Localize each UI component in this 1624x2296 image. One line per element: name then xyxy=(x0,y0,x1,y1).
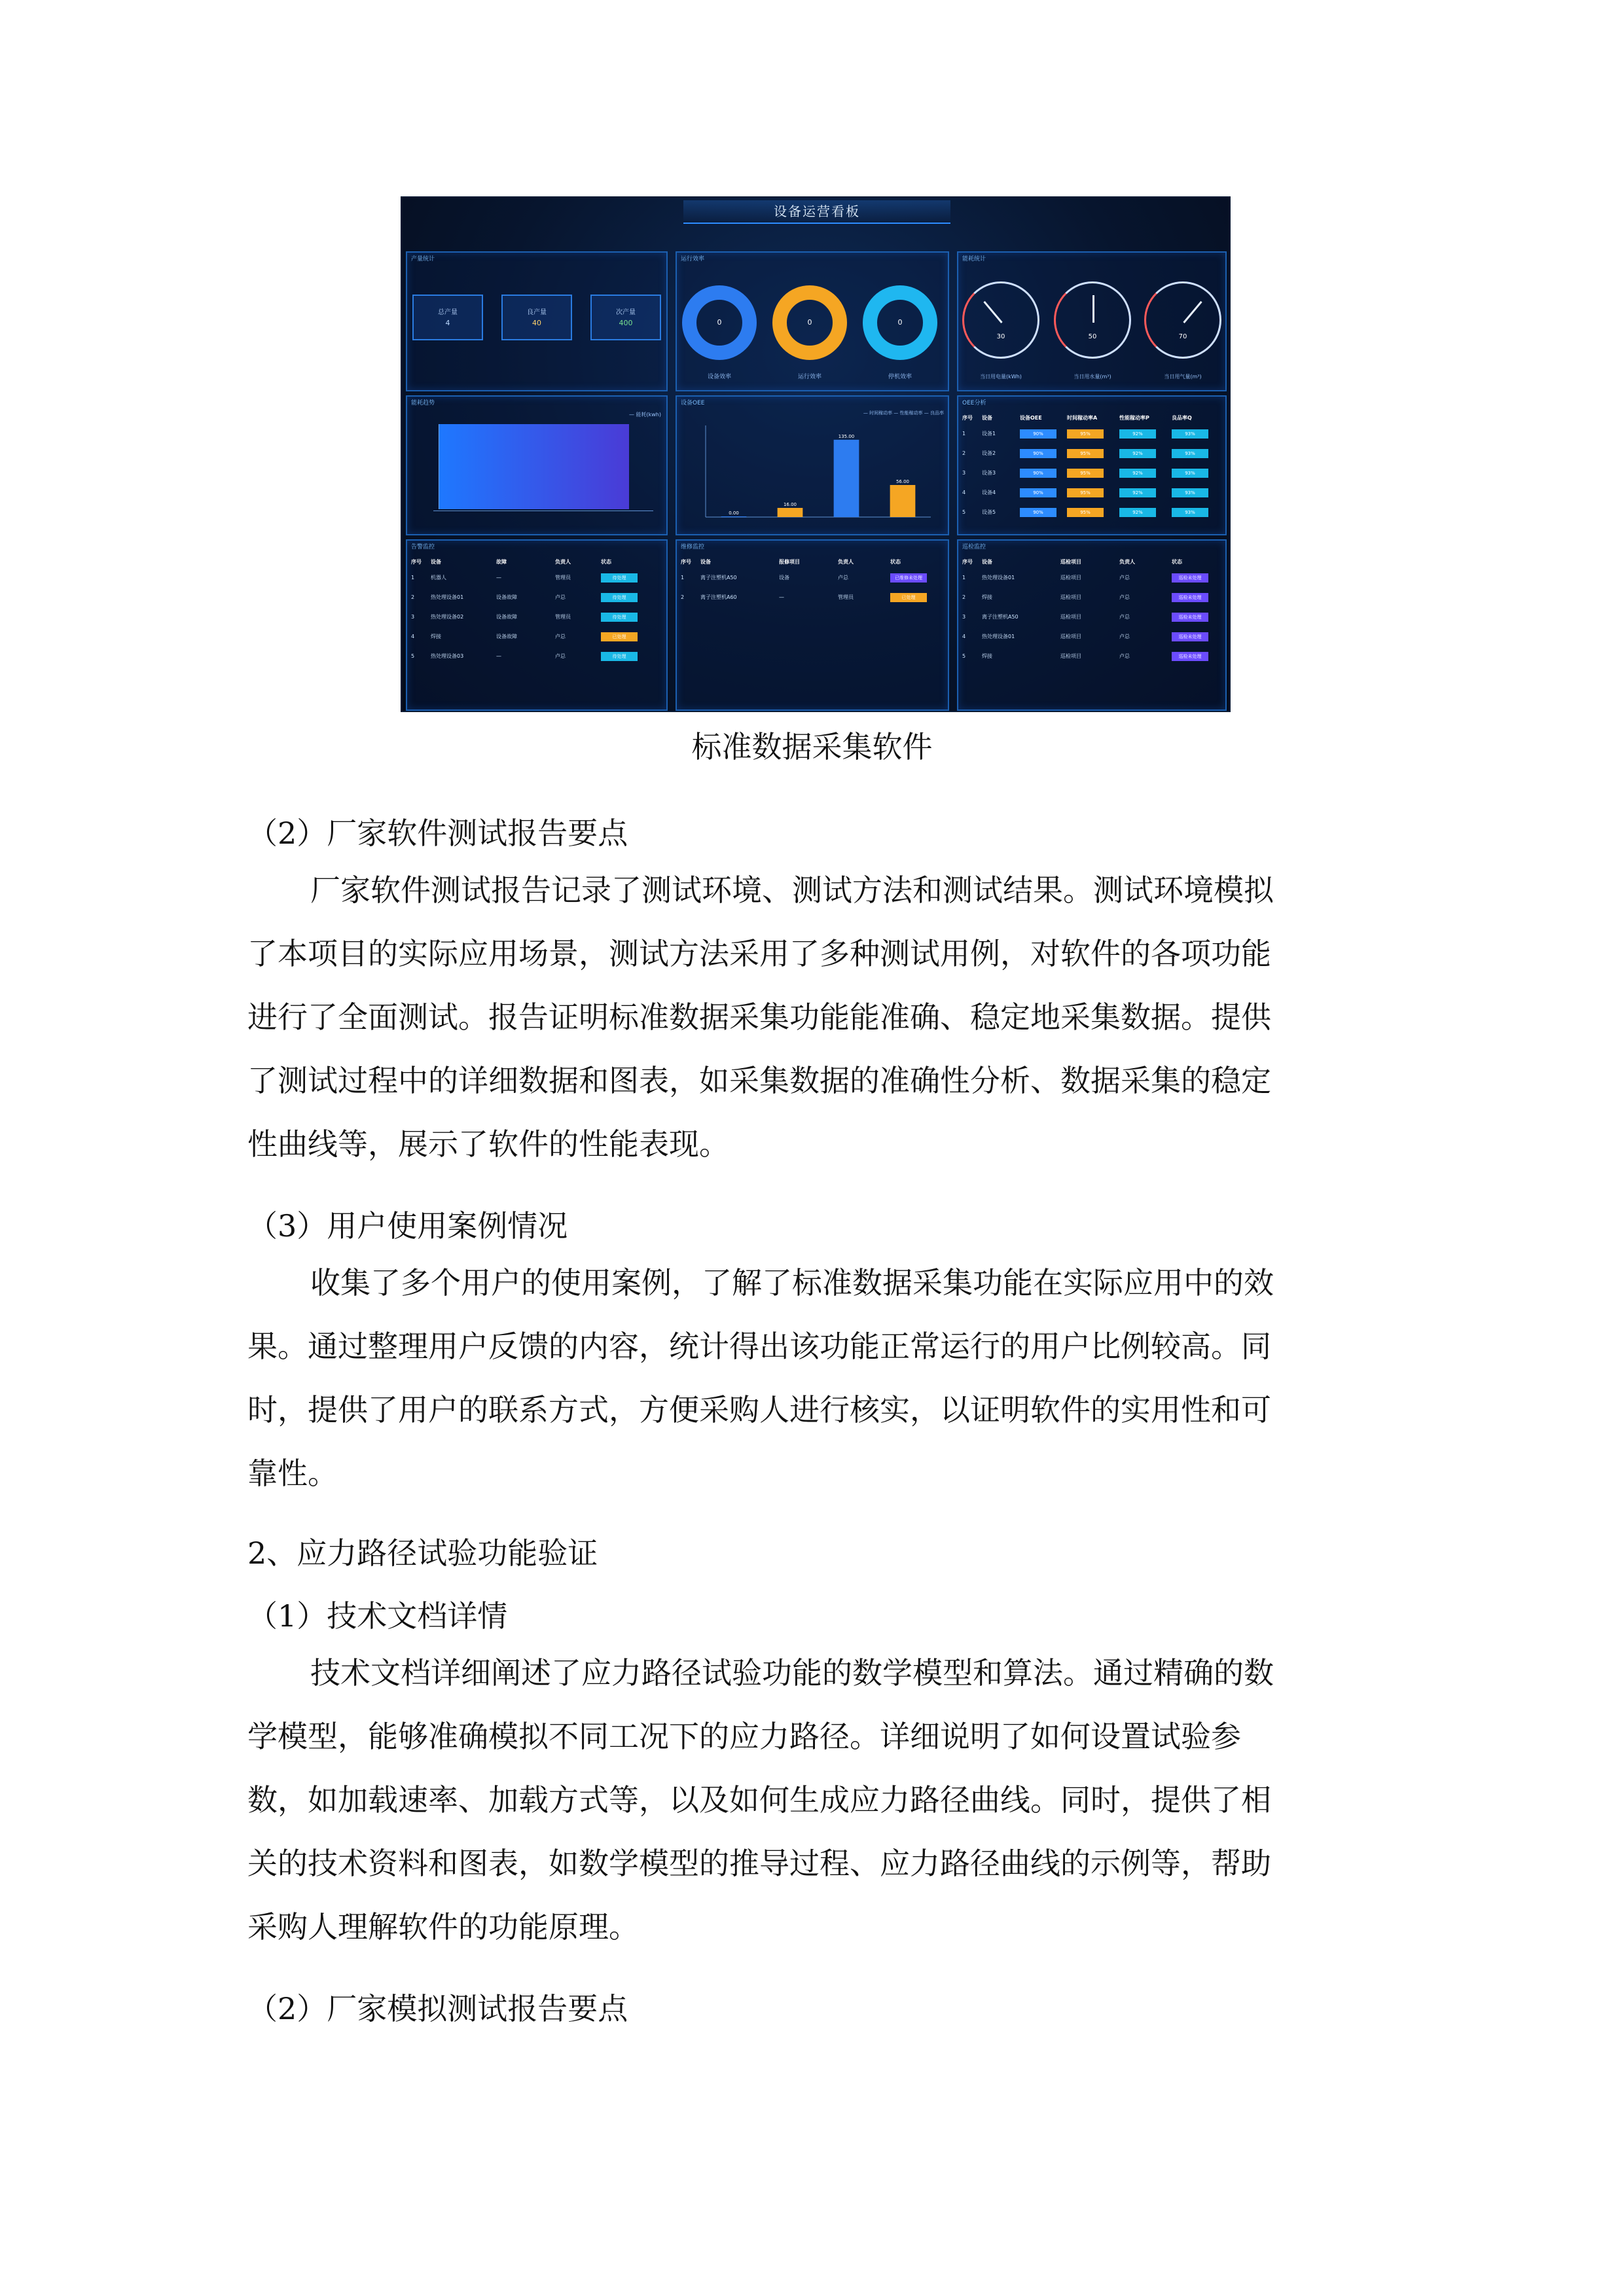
kpi-value: 400 xyxy=(619,319,633,327)
ring-stop xyxy=(863,285,937,360)
table-cell: 4 xyxy=(962,634,966,639)
paragraph xyxy=(247,1641,1383,1959)
paragraph-line: 数，如加载速率、加载方式等，以及如何生成应力路径曲线。同时，提供了相 xyxy=(247,1782,1271,1818)
table-cell: 热处理设备01 xyxy=(982,575,1015,581)
status-badge: 待处理 xyxy=(601,593,638,602)
status-badge: 90% xyxy=(1020,488,1056,497)
badge-cell xyxy=(1172,590,1208,605)
header-cell: 状态 xyxy=(1172,559,1182,565)
table-cell: 热处理设备02 xyxy=(431,614,464,620)
panel-title: 能耗趋势 xyxy=(411,400,435,406)
trend-panel xyxy=(406,395,668,535)
status-badge: 已处理 xyxy=(890,593,927,602)
table-cell: 离子注塑机A50 xyxy=(700,575,737,581)
table-cell: 5 xyxy=(411,653,415,659)
table-cell: 1 xyxy=(962,431,966,437)
header-cell: 报修项目 xyxy=(779,559,800,565)
paragraph xyxy=(247,1251,1383,1505)
table-cell: 管理员 xyxy=(555,575,571,581)
paragraph-line: 性曲线等，展示了软件的性能表现。 xyxy=(247,1126,729,1162)
badge-cell xyxy=(1020,446,1056,461)
header-cell: 时间稼动率A xyxy=(1067,415,1098,421)
data-label: 135.00 xyxy=(838,433,855,439)
table-cell: 2 xyxy=(962,450,966,456)
data-label: 16.00 xyxy=(783,502,797,507)
status-badge: 92% xyxy=(1119,488,1156,497)
badge-cell xyxy=(601,649,638,664)
oee-legend: — 时间稼动率 — 性能稼动率 — 良品率 xyxy=(863,410,944,416)
paragraph-line: 学模型，能够准确模拟不同工况下的应力路径。详细说明了如何设置试验参 xyxy=(247,1719,1241,1754)
status-badge: 92% xyxy=(1119,449,1156,458)
kpi-good xyxy=(501,295,572,340)
table-cell: 5 xyxy=(962,653,966,659)
table-cell: 2 xyxy=(411,594,415,600)
table-cell: 热处理设备01 xyxy=(982,634,1015,639)
table-cell: 焊接 xyxy=(431,634,441,639)
trend-area xyxy=(439,424,629,509)
table-cell: 卢总 xyxy=(555,594,566,600)
gauge-value: 70 xyxy=(1178,333,1187,340)
status-badge: 已维修未处理 xyxy=(890,573,927,583)
kpi-label: 次产量 xyxy=(616,309,636,316)
badge-cell xyxy=(1067,446,1104,461)
paragraph xyxy=(247,859,1383,1176)
badge-cell xyxy=(601,630,638,644)
panel-title: 维修监控 xyxy=(681,544,705,550)
table-cell: 4 xyxy=(411,634,415,639)
table-cell: 管理员 xyxy=(838,594,854,600)
panel-title: 运行效率 xyxy=(681,256,705,262)
kpi-value: 4 xyxy=(445,319,450,327)
table-cell: 巡检项目 xyxy=(1060,653,1081,659)
paragraph-line: 进行了全面测试。报告证明标准数据采集功能能准确、稳定地采集数据。提供 xyxy=(247,999,1271,1035)
badge-cell xyxy=(1172,630,1208,644)
table-cell: 设备1 xyxy=(982,431,996,437)
status-badge: 93% xyxy=(1172,429,1208,439)
status-badge: 95% xyxy=(1067,469,1104,478)
badge-cell xyxy=(890,571,927,585)
table-cell: 设备故障 xyxy=(496,634,517,639)
panel-title: 巡检监控 xyxy=(962,544,986,550)
table-cell: 2 xyxy=(962,594,966,600)
table-cell: 设备故障 xyxy=(496,594,517,600)
status-badge: 93% xyxy=(1172,508,1208,517)
status-badge: 巡检未处理 xyxy=(1172,632,1208,641)
paragraph-line: 采购人理解软件的功能原理。 xyxy=(247,1909,639,1945)
paragraph-line: 厂家软件测试报告记录了测试环境、测试方法和测试结果。测试环境模拟 xyxy=(310,872,1274,908)
table-cell: 卢总 xyxy=(1119,575,1130,581)
status-badge: 90% xyxy=(1020,469,1056,478)
table-cell: 2 xyxy=(681,594,685,600)
ring-label: 运行效率 xyxy=(797,374,821,380)
badge-cell xyxy=(1067,505,1104,520)
header-cell: 序号 xyxy=(962,415,973,421)
dashboard-title: 设备运营看板 xyxy=(683,200,950,224)
oee-chart-panel xyxy=(676,395,949,535)
status-badge: 90% xyxy=(1020,429,1056,439)
table-cell: 卢总 xyxy=(1119,614,1130,620)
section-heading: （3）用户使用案例情况 xyxy=(247,1208,568,1244)
table-cell: — xyxy=(496,575,501,581)
status-badge: 已处理 xyxy=(601,632,638,641)
badge-cell xyxy=(1172,427,1208,441)
table-cell: 离子注塑机A60 xyxy=(700,594,737,600)
trend-legend: — 能耗(kwh) xyxy=(628,412,661,418)
table-cell: 机器人 xyxy=(431,575,446,581)
table-cell: 卢总 xyxy=(838,575,848,581)
status-badge: 92% xyxy=(1119,429,1156,439)
paragraph-line: 了测试过程中的详细数据和图表，如采集数据的准确性分析、数据采集的稳定 xyxy=(247,1063,1271,1098)
badge-cell xyxy=(601,610,638,624)
gauge-label: 当日用水量(m³) xyxy=(1074,374,1111,380)
status-badge: 巡检未处理 xyxy=(1172,573,1208,583)
header-cell: 序号 xyxy=(962,559,973,565)
status-badge: 巡检未处理 xyxy=(1172,613,1208,622)
badge-cell xyxy=(1172,571,1208,585)
badge-cell xyxy=(601,571,638,585)
kpi-label: 良产量 xyxy=(527,309,547,316)
table-cell: 巡检项目 xyxy=(1060,575,1081,581)
header-cell: 状态 xyxy=(890,559,901,565)
table-cell: 1 xyxy=(411,575,415,581)
status-badge: 93% xyxy=(1172,449,1208,458)
bar xyxy=(778,508,803,517)
table-cell: 3 xyxy=(962,470,966,476)
panel-title: 告警监控 xyxy=(411,544,435,550)
badge-cell xyxy=(601,590,638,605)
running-panel xyxy=(676,251,949,391)
status-badge: 93% xyxy=(1172,469,1208,478)
panel-title: OEE分析 xyxy=(962,400,986,406)
ring-running xyxy=(772,285,847,360)
gauge-needle xyxy=(1092,295,1094,323)
table-cell: 设备故障 xyxy=(496,614,517,620)
header-cell: 故障 xyxy=(496,559,507,565)
paragraph-line: 收集了多个用户的使用案例，了解了标准数据采集功能在实际应用中的效 xyxy=(310,1265,1274,1300)
production-panel xyxy=(406,251,668,391)
header-cell: 序号 xyxy=(681,559,691,565)
header-cell: 负责人 xyxy=(555,559,571,565)
data-label: 0.00 xyxy=(729,511,739,516)
table-cell: 巡检项目 xyxy=(1060,594,1081,600)
ring-value: 0 xyxy=(807,318,812,327)
paragraph-line: 技术文档详细阐述了应力路径试验功能的数学模型和算法。通过精确的数 xyxy=(310,1655,1274,1691)
table-cell: — xyxy=(496,653,501,659)
ring-value: 0 xyxy=(717,318,722,327)
header-cell: 负责人 xyxy=(1119,559,1135,565)
badge-cell xyxy=(1067,486,1104,500)
section-heading: （1）技术文档详情 xyxy=(247,1598,508,1634)
badge-cell xyxy=(1119,466,1156,480)
status-badge: 90% xyxy=(1020,449,1056,458)
inspect-panel xyxy=(957,539,1227,711)
oee-table-panel xyxy=(957,395,1227,535)
header-cell: 设备 xyxy=(700,559,711,565)
badge-cell xyxy=(1119,427,1156,441)
table-cell: — xyxy=(779,594,784,600)
table-cell: 4 xyxy=(962,490,966,495)
status-badge: 巡检未处理 xyxy=(1172,652,1208,661)
header-cell: 性能稼动率P xyxy=(1119,415,1149,421)
ring-device xyxy=(682,285,757,360)
badge-cell xyxy=(1020,427,1056,441)
repair-panel xyxy=(676,539,949,711)
table-cell: 热处理设备03 xyxy=(431,653,464,659)
gauge-needle xyxy=(1183,301,1202,323)
section-heading: （2）厂家模拟测试报告要点 xyxy=(247,1991,628,2026)
badge-cell xyxy=(1119,505,1156,520)
gauge-water xyxy=(1054,281,1131,359)
bar xyxy=(890,485,916,517)
table-cell: 巡检项目 xyxy=(1060,634,1081,639)
ring-label: 停机效率 xyxy=(888,374,912,380)
table-cell: 卢总 xyxy=(555,653,566,659)
status-badge: 95% xyxy=(1067,508,1104,517)
badge-cell xyxy=(1119,486,1156,500)
status-badge: 95% xyxy=(1067,449,1104,458)
status-badge: 待处理 xyxy=(601,652,638,661)
bar-chart xyxy=(682,416,944,534)
kpi-total xyxy=(412,295,483,340)
gauge-label: 当日用气量(m³) xyxy=(1164,374,1202,380)
status-badge: 92% xyxy=(1119,508,1156,517)
badge-cell xyxy=(1172,466,1208,480)
badge-cell xyxy=(1172,649,1208,664)
kpi-label: 总产量 xyxy=(438,309,458,316)
table-cell: 3 xyxy=(411,614,415,620)
table-cell: 热处理设备01 xyxy=(431,594,464,600)
header-cell: 负责人 xyxy=(838,559,854,565)
table-cell: 设备3 xyxy=(982,470,996,476)
gauge-label: 当日用电量(kWh) xyxy=(980,374,1022,380)
gauge-value: 30 xyxy=(996,333,1005,340)
table-cell: 设备5 xyxy=(982,509,996,515)
alarm-panel xyxy=(406,539,668,711)
gauge-value: 50 xyxy=(1088,333,1097,340)
badge-cell xyxy=(1020,486,1056,500)
paragraph-line: 时，提供了用户的联系方式，方便采购人进行核实，以证明软件的实用性和可 xyxy=(247,1392,1271,1427)
table-cell: 3 xyxy=(962,614,966,620)
badge-cell xyxy=(1172,505,1208,520)
header-cell: 设备OEE xyxy=(1020,415,1042,421)
table-cell: 卢总 xyxy=(1119,653,1130,659)
section-heading: 2、应力路径试验功能验证 xyxy=(247,1535,598,1571)
badge-cell xyxy=(1020,505,1056,520)
bar xyxy=(721,516,747,517)
panel-title: 产量统计 xyxy=(411,256,435,262)
header-cell: 设备 xyxy=(982,415,992,421)
kpi-defect xyxy=(590,295,661,340)
paragraph-line: 靠性。 xyxy=(247,1456,338,1491)
ring-value: 0 xyxy=(897,318,903,327)
table-cell: 管理员 xyxy=(555,614,571,620)
header-cell: 设备 xyxy=(982,559,992,565)
gauge-gas xyxy=(1144,281,1221,359)
table-cell: 巡检项目 xyxy=(1060,614,1081,620)
badge-cell xyxy=(1172,610,1208,624)
table-cell: 卢总 xyxy=(1119,594,1130,600)
header-cell: 巡检项目 xyxy=(1060,559,1081,565)
table-cell: 焊接 xyxy=(982,653,992,659)
table-cell: 离子注塑机A50 xyxy=(982,614,1019,620)
header-cell: 良品率Q xyxy=(1172,415,1192,421)
kpi-value: 40 xyxy=(532,319,541,327)
header-cell: 设备 xyxy=(431,559,441,565)
ring-label: 设备效率 xyxy=(707,374,731,380)
table-cell: 卢总 xyxy=(1119,634,1130,639)
dashboard-figure xyxy=(401,196,1231,712)
header-cell: 序号 xyxy=(411,559,422,565)
table-cell: 1 xyxy=(681,575,685,581)
status-badge: 待处理 xyxy=(601,613,638,622)
status-badge: 93% xyxy=(1172,488,1208,497)
energy-panel xyxy=(957,251,1227,391)
table-cell: 5 xyxy=(962,509,966,515)
table-cell: 1 xyxy=(962,575,966,581)
badge-cell xyxy=(1119,446,1156,461)
paragraph-line: 关的技术资料和图表，如数学模型的推导过程、应力路径曲线的示例等，帮助 xyxy=(247,1846,1271,1881)
status-badge: 待处理 xyxy=(601,573,638,583)
badge-cell xyxy=(1067,427,1104,441)
badge-cell xyxy=(1172,486,1208,500)
header-cell: 状态 xyxy=(601,559,611,565)
table-cell: 设备 xyxy=(779,575,789,581)
gauge-needle xyxy=(983,301,1002,323)
badge-cell xyxy=(1020,466,1056,480)
paragraph-line: 果。通过整理用户反馈的内容，统计得出该功能正常运行的用户比例较高。同 xyxy=(247,1329,1271,1364)
panel-title: 设备OEE xyxy=(681,400,705,406)
data-label: 56.00 xyxy=(895,479,910,484)
table-cell: 卢总 xyxy=(555,634,566,639)
badge-cell xyxy=(1067,466,1104,480)
figure-caption: 标准数据采集软件 xyxy=(691,729,933,764)
status-badge: 95% xyxy=(1067,429,1104,439)
gauge-electric xyxy=(962,281,1039,359)
paragraph-line: 了本项目的实际应用场景，测试方法采用了多种测试用例，对软件的各项功能 xyxy=(247,936,1271,971)
status-badge: 95% xyxy=(1067,488,1104,497)
panel-title: 能耗统计 xyxy=(962,256,986,262)
table-cell: 焊接 xyxy=(982,594,992,600)
bar xyxy=(834,440,859,517)
status-badge: 92% xyxy=(1119,469,1156,478)
table-cell: 设备4 xyxy=(982,490,996,495)
table-cell: 设备2 xyxy=(982,450,996,456)
status-badge: 巡检未处理 xyxy=(1172,593,1208,602)
badge-cell xyxy=(1172,446,1208,461)
badge-cell xyxy=(890,590,927,605)
section-heading: （2）厂家软件测试报告要点 xyxy=(247,816,628,851)
status-badge: 90% xyxy=(1020,508,1056,517)
